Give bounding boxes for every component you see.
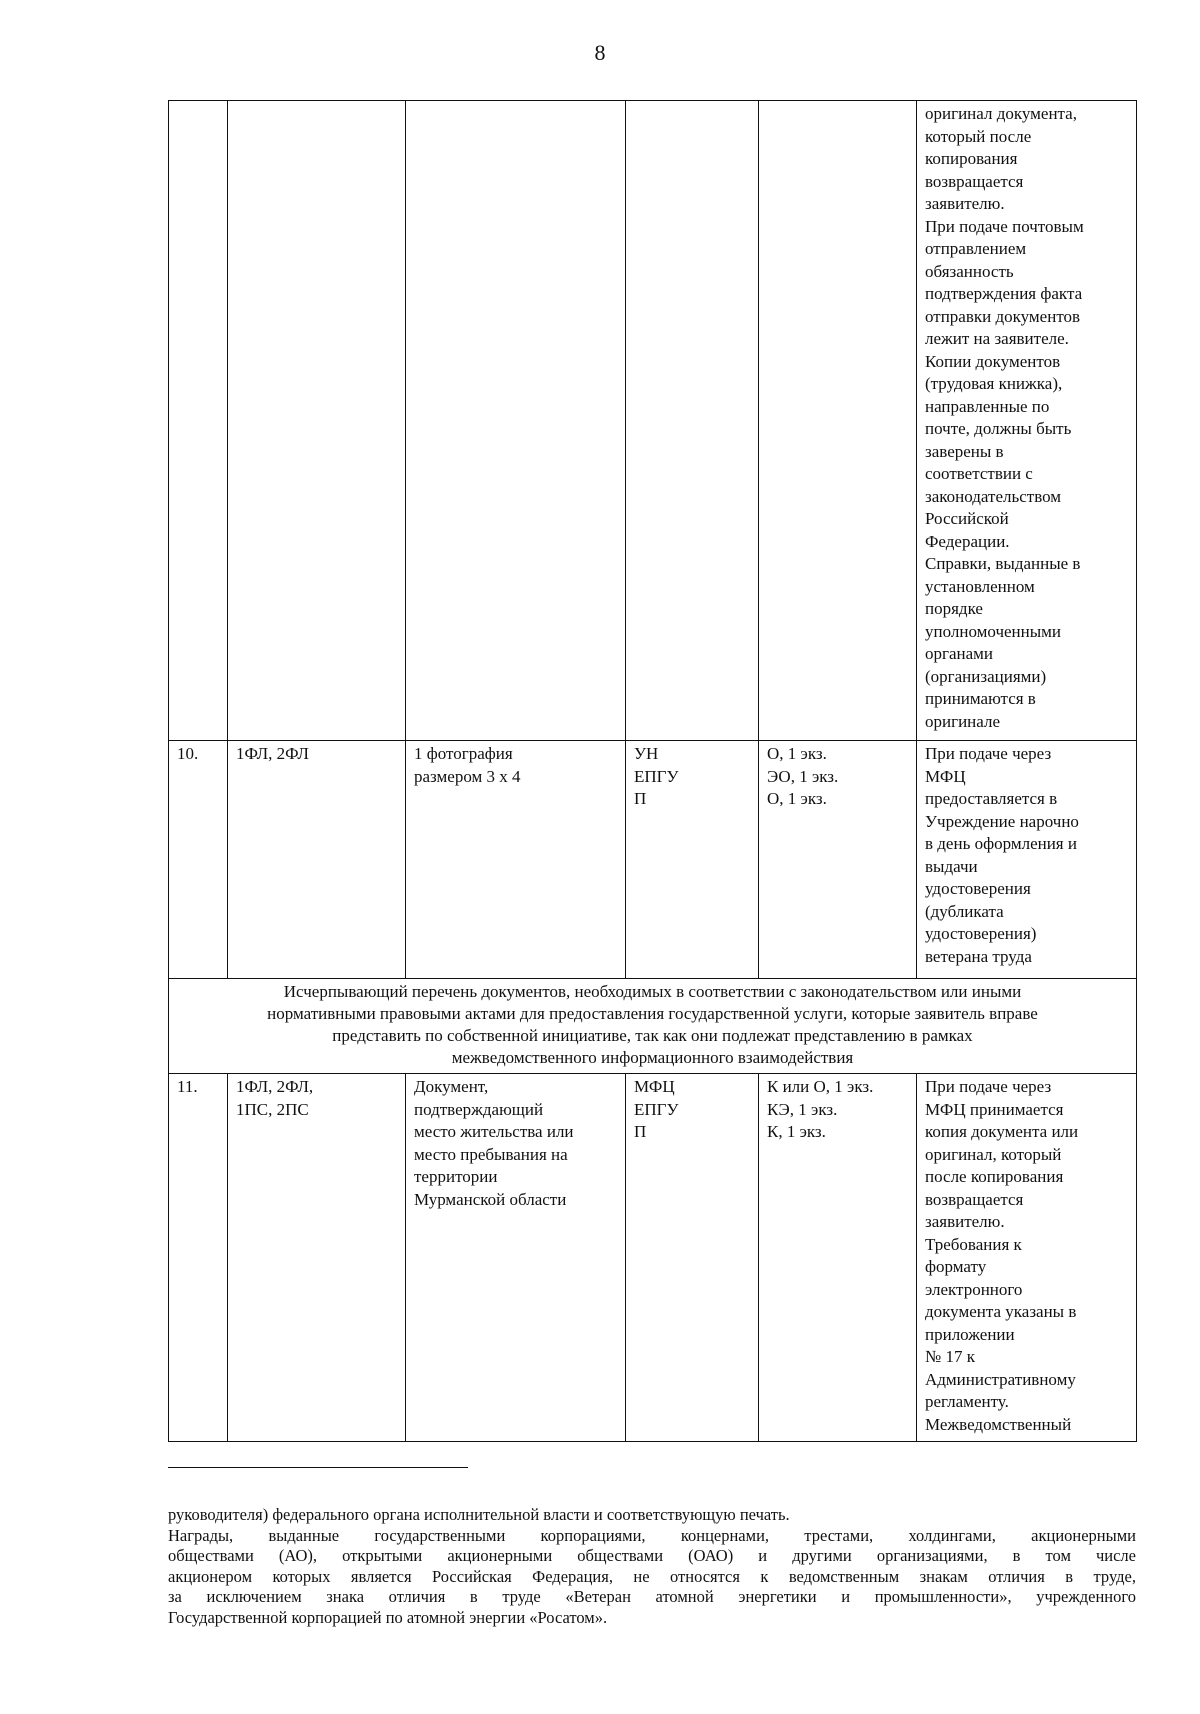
note-line: предоставляется в [925, 789, 1058, 808]
document-line: Документ, [414, 1077, 489, 1096]
form-line: КЭ, 1 экз. [767, 1099, 838, 1119]
section-header-row [169, 979, 1137, 1074]
note-line: заявителю. [925, 194, 1005, 213]
cell-document [406, 741, 626, 979]
note-line: МФЦ [925, 766, 966, 786]
footnote-line: Государственной корпорацией по атомной энергии «Росатом». [168, 1607, 608, 1627]
note-line: после копирования [925, 1167, 1064, 1186]
footnote-line: обществами (АО), открытыми акционерными обществами (ОАО) и другими организациями, в том числе [168, 1546, 1136, 1566]
form-line: ЭО, 1 экз. [767, 766, 839, 786]
note-line: (дубликата [925, 901, 1004, 921]
note-line: приложении [925, 1324, 1015, 1344]
note-line: формату [925, 1257, 987, 1276]
note-line: оригинале [925, 711, 1000, 731]
note-line: выдачи [925, 856, 978, 876]
note-line: Федерации. [925, 531, 1010, 551]
applicant-line: 1ПС, 2ПС [236, 1099, 309, 1119]
note-line: оригинал документа, [925, 104, 1077, 123]
footnote-line: за исключением знака отличия в труде «Ветеран атомной энергетики и промышленности», учрежденного [168, 1587, 1136, 1607]
form-line: О, 1 экз. [767, 744, 827, 763]
note-line: возвращается [925, 1189, 1024, 1209]
document-line: место пребывания на [414, 1144, 568, 1164]
cell-forms [759, 1074, 917, 1442]
note-line: возвращается [925, 171, 1024, 191]
channel-line: МФЦ [634, 1077, 675, 1096]
form-line: К, 1 экз. [767, 1122, 826, 1141]
channel-line: П [634, 789, 647, 808]
footnote-line: акционером которых является Российская Федерация, не относятся к ведомственным знакам отличия в труде, [168, 1566, 1136, 1586]
form-line: О, 1 экз. [767, 789, 827, 808]
table-row-continued [169, 101, 1137, 741]
note-line: в день оформления и [925, 834, 1077, 853]
form-line: К или О, 1 экз. [767, 1077, 874, 1096]
note-line: установленном [925, 576, 1035, 596]
note-line: Справки, выданные в [925, 554, 1081, 573]
page-number: 8 [594, 40, 606, 65]
cell-num [169, 101, 228, 741]
section-header-line: Исчерпывающий перечень документов, необходимых в соответствии с законодательством или иными [283, 982, 1022, 1001]
note-line: порядке [925, 599, 983, 618]
document-line: 1 фотография [414, 744, 513, 763]
table-row-10 [169, 741, 1137, 979]
channel-line: УН [634, 744, 659, 763]
cell-note [917, 741, 1137, 979]
note-line: Требования к [925, 1234, 1022, 1254]
note-line: заявителю. [925, 1212, 1005, 1231]
footnote [168, 1505, 1136, 1629]
note-line: ветерана труда [925, 946, 1032, 966]
note-line: удостоверения) [925, 924, 1037, 943]
note-line: Российской [925, 509, 1009, 528]
channel-line: ЕПГУ [634, 766, 679, 786]
note-line: обязанность [925, 261, 1014, 281]
note-line: почте, должны быть [925, 419, 1072, 438]
document-line: Мурманской области [414, 1189, 567, 1209]
section-header-line: межведомственного информационного взаимодействия [451, 1048, 854, 1067]
cell-applicants [228, 101, 406, 741]
document-line: размером 3 х 4 [414, 766, 521, 786]
note-line: Копии документов [925, 351, 1061, 371]
section-header [169, 979, 1137, 1074]
note-line: соответствии с [925, 464, 1033, 483]
applicant-line: 1ФЛ, 2ФЛ, [236, 1077, 314, 1096]
note-line: (организациями) [925, 666, 1047, 686]
note-line: удостоверения [925, 879, 1031, 898]
note-line: (трудовая книжка), [925, 374, 1063, 393]
footnote-separator [168, 1467, 468, 1468]
note-line: лежит на заявителе. [925, 329, 1069, 348]
note-line: заверены в [925, 441, 1004, 461]
note-line: органами [925, 644, 994, 663]
note-line: При подаче через [925, 744, 1052, 763]
footnote-line: руководителя) федерального органа исполнительной власти и соответствующую печать. [168, 1505, 790, 1524]
note-line: копия документа или [925, 1122, 1079, 1141]
note-line: Межведомственный [925, 1414, 1072, 1434]
note-line: Административному [925, 1369, 1076, 1389]
table-row-11 [169, 1074, 1137, 1442]
note-line: копирования [925, 149, 1018, 168]
cell-num: 11. [169, 1074, 228, 1442]
note-line: отправки документов [925, 306, 1081, 326]
document-line: территории [414, 1167, 498, 1186]
note-line: уполномоченными [925, 621, 1062, 641]
cell-forms [759, 741, 917, 979]
note-line: При подаче почтовым [925, 216, 1084, 236]
cell-channels [626, 101, 759, 741]
document-line: подтверждающий [414, 1099, 544, 1119]
section-header-line: представить по собственной инициативе, так как они подлежат представлению в рамках [332, 1026, 973, 1045]
note-line: При подаче через [925, 1077, 1052, 1096]
note-line: направленные по [925, 396, 1050, 416]
note-line: отправлением [925, 239, 1027, 258]
cell-applicants [228, 741, 406, 979]
note-line: подтверждения факта [925, 284, 1083, 303]
channel-line: П [634, 1122, 647, 1141]
footnote-line: Награды, выданные государственными корпорациями, концернами, трестами, холдингами, акционерными [168, 1525, 1136, 1545]
cell-document [406, 1074, 626, 1442]
note-line: МФЦ принимается [925, 1099, 1064, 1119]
cell-channels [626, 1074, 759, 1442]
note-line: Учреждение нарочно [925, 811, 1079, 831]
cell-channels [626, 741, 759, 979]
cell-note [917, 1074, 1137, 1442]
section-header-line: нормативными правовыми актами для предоставления государственной услуги, которые заявитель вправе [267, 1004, 1038, 1023]
note-line: электронного [925, 1279, 1023, 1299]
cell-document [406, 101, 626, 741]
cell-num: 10. [169, 741, 228, 979]
documents-table [168, 100, 1137, 1442]
note-line: законодательством [925, 486, 1062, 506]
cell-applicants [228, 1074, 406, 1442]
note-line: регламенту. [925, 1392, 1009, 1411]
note-line: № 17 к [925, 1347, 975, 1366]
note-line: который после [925, 126, 1032, 146]
channel-line: ЕПГУ [634, 1099, 679, 1119]
document-line: место жительства или [414, 1122, 574, 1141]
cell-note [917, 101, 1137, 741]
note-line: оригинал, который [925, 1144, 1062, 1164]
cell-forms [759, 101, 917, 741]
note-line: принимаются в [925, 689, 1036, 708]
applicant-line: 1ФЛ, 2ФЛ [236, 744, 309, 763]
note-line: документа указаны в [925, 1302, 1077, 1321]
